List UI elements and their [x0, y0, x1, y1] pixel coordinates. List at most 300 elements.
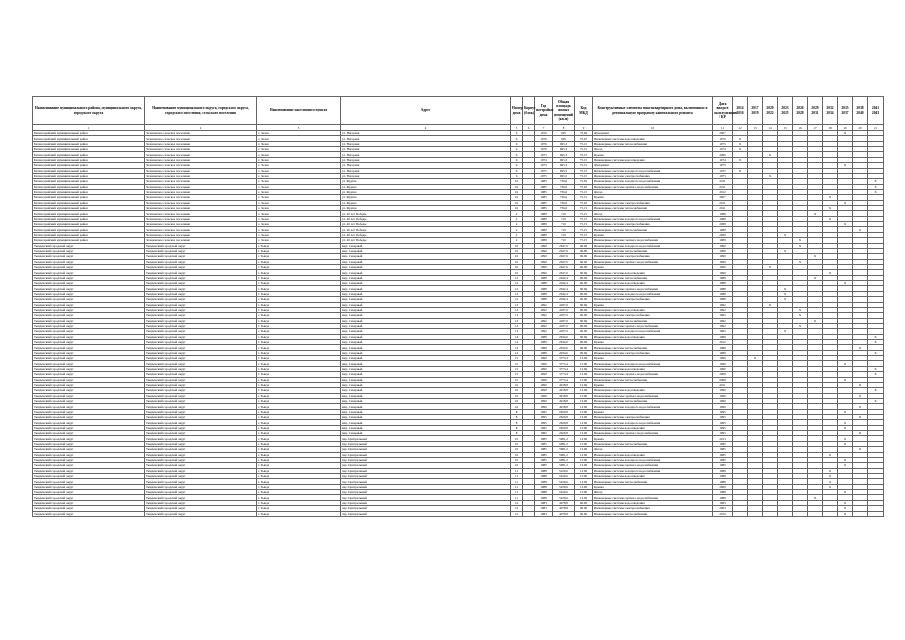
table-cell: мкр. Северный [341, 340, 511, 345]
table-cell: Инженерные системы электроснабжения [593, 200, 713, 205]
table-cell: X [838, 377, 853, 382]
table-cell: Инженерные системы теплоснабжения [593, 511, 713, 516]
table-cell: Крыша [593, 152, 713, 157]
table-cell: Тынденский городской округ [33, 318, 145, 323]
table-cell: Зеленовское сельское поселение [145, 184, 257, 189]
table-cell: Тынденский городской округ [145, 345, 257, 350]
table-cell: 1983 [713, 500, 733, 505]
table-cell: мкр. Северный [341, 286, 511, 291]
table-cell: 736,6 [553, 195, 575, 200]
table-cell: 2647,6 [553, 254, 575, 259]
table-cell: Инженерные системы холодного водоснабжения [593, 168, 713, 173]
table-cell: 1985 [713, 452, 733, 457]
table-cell: Зеленовское сельское поселение [145, 179, 257, 184]
table-cell: с. Зелен [257, 147, 341, 152]
table-cell: г. Тында [257, 248, 341, 253]
table-cell: Фасад [593, 189, 713, 194]
table-cell: 1985 [535, 189, 553, 194]
table-cell: 16 [511, 382, 523, 387]
table-cell: Крыша [593, 195, 713, 200]
table-cell: 1992 [713, 307, 733, 312]
table-cell: Тынденский городской округ [33, 254, 145, 259]
table-cell: 1992 [535, 307, 553, 312]
table-cell: 2013 [713, 436, 733, 441]
table-cell: Зеленовское сельское поселение [145, 152, 257, 157]
table-cell: 1992 [713, 318, 733, 323]
table-cell: Инженерные системы водоотведения [593, 474, 713, 479]
column-index: 1 [33, 125, 145, 131]
table-cell: г. Тында [257, 264, 341, 269]
table-cell: Инженерные системы теплоснабжения [593, 248, 713, 253]
table-cell [733, 511, 748, 516]
table-cell: г. Тында [257, 318, 341, 323]
table-cell: Тынденский городской округ [145, 270, 257, 275]
table-cell: мкр. Северный [341, 415, 511, 420]
table-cell [763, 511, 778, 516]
table-cell: Тынденский городской округ [33, 377, 145, 382]
table-cell: Инженерные системы теплоснабжения [593, 141, 713, 146]
table-cell: X [823, 216, 838, 221]
table-cell: X [823, 474, 838, 479]
table-cell: 10 [511, 243, 523, 248]
table-cell: 1989 [713, 350, 733, 355]
table-cell: 6 [511, 136, 523, 141]
table-cell: пер. Центральный [341, 500, 511, 505]
table-cell: 13.06 [575, 479, 593, 484]
table-cell: с. Зелен [257, 173, 341, 178]
column-header: Наименование муниципального округа, городского округа, городского поселения, сельского поселения [145, 97, 257, 125]
table-cell: X [808, 318, 823, 323]
table-cell: 1990 [713, 366, 733, 371]
table-cell: 1995 [713, 431, 733, 436]
table-cell: X [868, 366, 884, 371]
table-cell: 6 [511, 147, 523, 152]
table-cell: Тынденский городской округ [33, 441, 145, 446]
table-cell: 5229,6 [553, 468, 575, 473]
table-cell: X [838, 131, 853, 136]
table-cell: 2011 [713, 179, 733, 184]
table-cell: 2010 [713, 511, 733, 516]
table-cell: мкр. Северный [341, 302, 511, 307]
table-cell: 736,6 [553, 206, 575, 211]
table-cell: Тынденский городской округ [33, 307, 145, 312]
table-cell: ул. Нагорная [341, 136, 511, 141]
table-cell: 2009 [713, 232, 733, 237]
table-cell: 13 [511, 329, 523, 334]
table-cell: 13.06 [575, 361, 593, 366]
table-cell: 1989 [713, 216, 733, 221]
table-cell: Тынденский городской округ [145, 490, 257, 495]
table-cell: 2 [511, 211, 523, 216]
table-cell: с. Зелен [257, 206, 341, 211]
table-cell: Зеленовское сельское поселение [145, 189, 257, 194]
table-cell: 1975 [713, 141, 733, 146]
table-cell: Тынденский городской округ [145, 388, 257, 393]
table-cell: мкр. Северный [341, 350, 511, 355]
table-cell: 1990 [713, 398, 733, 403]
table-cell: Инженерные системы горячего водоснабжения [593, 372, 713, 377]
table-cell: 2647,6 [553, 248, 575, 253]
table-cell: с. Зелен [257, 141, 341, 146]
table-cell: пер. Центральный [341, 490, 511, 495]
table-cell: Тынденский городской округ [145, 243, 257, 248]
table-cell: 710 [553, 216, 575, 221]
table-cell: г. Тында [257, 463, 341, 468]
table-cell: 1988 [535, 468, 553, 473]
table-cell: 1988 [713, 286, 733, 291]
table-cell: мкр. Северный [341, 313, 511, 318]
table-cell: 12 [511, 506, 523, 511]
table-cell: 2647,6 [553, 259, 575, 264]
table-cell: 16 [511, 184, 523, 189]
table-cell: Инженерные системы горячего водоснабжения [593, 238, 713, 243]
table-cell: X [838, 500, 853, 505]
table-cell: 5229,6 [553, 490, 575, 495]
table-cell: X [868, 184, 884, 189]
table-cell: Зеленовское сельское поселение [145, 232, 257, 237]
table-cell: 75,15 [575, 227, 593, 232]
table-cell: X [868, 179, 884, 184]
column-header: 2035 2037 [838, 97, 853, 125]
table-cell: 5981,2 [553, 447, 575, 452]
table-cell: 1989 [535, 211, 553, 216]
table-cell: Инженерные системы холодного водоснабжения [593, 468, 713, 473]
table-cell: 1985 [535, 436, 553, 441]
table-cell: г. Тында [257, 468, 341, 473]
table-cell: 4187,6 [553, 329, 575, 334]
table-cell: 06.06 [575, 307, 593, 312]
table-cell: 1990 [713, 356, 733, 361]
table-cell: Тынденский городской округ [33, 302, 145, 307]
capital-repair-program-table [32, 96, 884, 517]
table-cell: 6 [511, 131, 523, 136]
table-cell: Тынденский городской округ [145, 420, 257, 425]
table-cell: 1989 [713, 211, 733, 216]
table-cell: 1975 [535, 173, 553, 178]
table-cell: Тынденский городской округ [145, 441, 257, 446]
table-cell: Тынденский городской округ [33, 495, 145, 500]
table-cell: г. Тында [257, 366, 341, 371]
table-cell: Зеленовское сельское поселение [145, 206, 257, 211]
table-cell: 1995 [713, 415, 733, 420]
table-cell: г. Тында [257, 270, 341, 275]
table-cell: Инженерные системы горячего водоснабжения [593, 259, 713, 264]
table-cell: Тынденский городской округ [145, 264, 257, 269]
table-cell: 75,65 [575, 179, 593, 184]
table-cell: Инженерные системы холодного водоснабжения [593, 291, 713, 296]
table-cell: 1990 [535, 248, 553, 253]
table-cell: X [868, 340, 884, 345]
table-cell: с. Зелен [257, 136, 341, 141]
table-cell: 10 [511, 259, 523, 264]
table-cell: 2647,6 [553, 243, 575, 248]
table-cell: г. Тында [257, 393, 341, 398]
table-cell: 13 [511, 302, 523, 307]
table-cell: 10 [511, 248, 523, 253]
table-cell: 2007 [713, 195, 733, 200]
table-cell: 5229,6 [553, 474, 575, 479]
table-cell: г. Тында [257, 356, 341, 361]
table-cell: X [853, 415, 868, 420]
table-cell: 06.06 [575, 264, 593, 269]
table-cell: 06.06 [575, 248, 593, 253]
table-cell: Крыша [593, 232, 713, 237]
table-cell: Тынденский городской округ [145, 366, 257, 371]
table-cell: 5981,2 [553, 452, 575, 457]
table-cell: ул. Нагорная [341, 163, 511, 168]
table-cell: 2629,8 [553, 420, 575, 425]
table-cell: 1985 [535, 463, 553, 468]
table-cell: 710 [553, 227, 575, 232]
table-cell: Инженерные системы водоотведения [593, 157, 713, 162]
table-cell: 2008 [713, 372, 733, 377]
table-cell: 12 [511, 275, 523, 280]
table-cell: 1985 [535, 447, 553, 452]
table-cell: 6 [511, 163, 523, 168]
table-cell: г. Тында [257, 479, 341, 484]
table-cell: г. Тында [257, 281, 341, 286]
table-cell: 1976 [535, 141, 553, 146]
table-cell: 1995 [535, 409, 553, 414]
column-header: 2014 2016 [733, 97, 748, 125]
table-cell [868, 511, 884, 516]
table-cell: 2008 [713, 222, 733, 227]
table-cell: X [778, 297, 793, 302]
table-cell: 695,3 [553, 163, 575, 168]
table-cell: Крыша [593, 436, 713, 441]
table-cell: Тынденский городской округ [33, 350, 145, 355]
table-cell: г. Тында [257, 286, 341, 291]
table-cell: 16 [511, 393, 523, 398]
table-cell [748, 511, 763, 516]
table-cell: 13.06 [575, 431, 593, 436]
table-cell: 6 [511, 168, 523, 173]
table-cell: Тынденский городской округ [33, 382, 145, 387]
table-cell: 13.06 [575, 468, 593, 473]
table-cell: 2012 [713, 189, 733, 194]
table-cell: Инженерные системы теплоснабжения [593, 318, 713, 323]
table-cell: 11 [511, 495, 523, 500]
table-cell: г. Тында [257, 447, 341, 452]
table-cell: 695,3 [553, 147, 575, 152]
column-header: 2032 2034 [823, 97, 838, 125]
table-cell: Тынденский городской округ [33, 468, 145, 473]
table-cell: Зеленовское сельское поселение [145, 238, 257, 243]
table-cell: г. Тында [257, 457, 341, 462]
table-cell: 2012 [713, 340, 733, 345]
table-cell: Тынденский городской округ [33, 281, 145, 286]
table-cell: Бахчисарайский муниципальный район [33, 216, 145, 221]
table-cell: 1990 [535, 377, 553, 382]
table-cell: с. Зелен [257, 163, 341, 168]
table-cell [778, 511, 793, 516]
table-cell: 3773,4 [553, 356, 575, 361]
table-cell: 12 [511, 297, 523, 302]
table-cell: 1989 [535, 227, 553, 232]
column-header: Код МКД [575, 97, 593, 125]
table-cell: 2008 [713, 484, 733, 489]
table-cell: Инженерные системы водоотведения [593, 452, 713, 457]
table-cell: Инженерные системы электроснабжения [593, 297, 713, 302]
table-cell: 695,3 [553, 141, 575, 146]
table-cell: 1990 [713, 243, 733, 248]
column-index: 15 [778, 125, 793, 131]
table-cell: X [823, 484, 838, 489]
table-cell: мкр. Северный [341, 388, 511, 393]
table-cell: Бахчисарайский муниципальный район [33, 157, 145, 162]
table-cell: г. Тында [257, 484, 341, 489]
table-cell: 1983 [535, 500, 553, 505]
table-cell: 16 [511, 206, 523, 211]
table-cell: мкр. Северный [341, 382, 511, 387]
table-cell: Тынденский городской округ [145, 500, 257, 505]
table-cell: г. Тында [257, 291, 341, 296]
table-cell: Тынденский городской округ [33, 275, 145, 280]
table-cell: 1988 [713, 479, 733, 484]
column-header: Адрес [341, 97, 511, 125]
table-cell: Инженерные системы холодного водоснабжения [593, 404, 713, 409]
table-cell: Тынденский городской округ [33, 345, 145, 350]
table-cell: Зеленовское сельское поселение [145, 200, 257, 205]
table-cell: X [793, 243, 808, 248]
table-cell: Тынденский городской округ [145, 463, 257, 468]
table-cell: Тынденский городской округ [33, 447, 145, 452]
table-cell: 1995 [713, 409, 733, 414]
table-cell: 1990 [535, 382, 553, 387]
table-cell: 06.06 [575, 511, 593, 516]
table-cell: 1992 [713, 313, 733, 318]
table-cell: 11 [511, 490, 523, 495]
table-cell: Тынденский городской округ [145, 404, 257, 409]
table-cell: пер. Центральный [341, 479, 511, 484]
table-cell: 13 [511, 323, 523, 328]
table-cell: мкр. Северный [341, 243, 511, 248]
table-cell: Фундамент [593, 131, 713, 136]
table-cell: 06.06 [575, 302, 593, 307]
table-cell: 2934,6 [553, 345, 575, 350]
table-cell: 06.06 [575, 286, 593, 291]
table-cell: Тынденский городской округ [145, 361, 257, 366]
table-cell: г. Тында [257, 409, 341, 414]
table-cell: 1989 [535, 340, 553, 345]
table-cell: 10 [511, 270, 523, 275]
table-cell: 2647,6 [553, 264, 575, 269]
table-cell: X [853, 382, 868, 387]
table-cell: X [838, 281, 853, 286]
table-cell: Инженерные системы водоотведения [593, 334, 713, 339]
table-cell: 75,15 [575, 206, 593, 211]
table-cell: г. Тында [257, 275, 341, 280]
table-cell: с. Зелен [257, 131, 341, 136]
table-cell: пер. Центральный [341, 474, 511, 479]
table-cell: г. Тында [257, 313, 341, 318]
table-cell: 1975 [713, 163, 733, 168]
table-cell: 2042,4 [553, 281, 575, 286]
table-cell: Зеленовское сельское поселение [145, 227, 257, 232]
table-cell: 1990 [535, 243, 553, 248]
table-cell: X [793, 259, 808, 264]
table-cell: 2003 [713, 506, 733, 511]
table-cell: 710 [553, 232, 575, 237]
table-cell: 2647,6 [553, 270, 575, 275]
table-cell: г. Тында [257, 506, 341, 511]
table-cell: 06.06 [575, 254, 593, 259]
table-cell: 5229,6 [553, 479, 575, 484]
table-cell: Инженерные системы водоотведения [593, 366, 713, 371]
column-header: 2017 2019 [748, 97, 763, 125]
table-cell: Инженерные системы водоотведения [593, 425, 713, 430]
table-cell: 2011 [713, 206, 733, 211]
table-cell: 4187,6 [553, 323, 575, 328]
table-cell: X [733, 136, 748, 141]
column-index: 11 [713, 125, 733, 131]
table-cell: 1976 [535, 136, 553, 141]
table-cell: Тынденский городской округ [145, 281, 257, 286]
table-cell: 13.06 [575, 393, 593, 398]
table-cell: 13.06 [575, 463, 593, 468]
table-cell: 06.06 [575, 281, 593, 286]
table-cell: X [778, 329, 793, 334]
table-cell: Тынденский городской округ [33, 484, 145, 489]
table-cell: мкр. Северный [341, 398, 511, 403]
table-cell: 13.06 [575, 425, 593, 430]
table-cell: 2629,8 [553, 431, 575, 436]
table-cell: 1992 [535, 329, 553, 334]
table-cell: 2011 [713, 382, 733, 387]
table-cell: г. Тында [257, 382, 341, 387]
table-cell: Тынденский городской округ [33, 500, 145, 505]
table-cell: 1975 [535, 168, 553, 173]
table-cell: 1990 [535, 361, 553, 366]
table-cell: 5981,2 [553, 457, 575, 462]
table-cell: 1990 [535, 270, 553, 275]
table-cell: 1992 [713, 329, 733, 334]
table-cell: мкр. Северный [341, 356, 511, 361]
table-cell [853, 511, 868, 516]
table-cell: 1975 [535, 163, 553, 168]
table-cell: с. Зелен [257, 211, 341, 216]
table-cell: мкр. Северный [341, 248, 511, 253]
table-cell: Бахчисарайский муниципальный район [33, 147, 145, 152]
table-cell: пер. Центральный [341, 495, 511, 500]
table-cell: 1989 [535, 345, 553, 350]
table-cell: 1990 [713, 388, 733, 393]
table-cell: 06.06 [575, 275, 593, 280]
table-cell: X [763, 302, 778, 307]
table-cell: Тынденский городской округ [33, 243, 145, 248]
table-cell: Инженерные системы холодного водоснабжения [593, 179, 713, 184]
table-cell: X [838, 420, 853, 425]
table-cell: 14 [511, 345, 523, 350]
table-cell: Тынденский городской округ [33, 398, 145, 403]
column-index: 2 [145, 125, 257, 131]
table-cell: мкр. Северный [341, 264, 511, 269]
table-cell: 2 [511, 232, 523, 237]
table-cell: 10 [511, 264, 523, 269]
column-header: 2023 2025 [778, 97, 793, 125]
column-index: 13 [748, 125, 763, 131]
table-cell: Инженерные системы холодного водоснабжения [593, 361, 713, 366]
table-cell: X [853, 393, 868, 398]
table-cell: мкр. Северный [341, 307, 511, 312]
table-cell: Тынденский городской округ [145, 377, 257, 382]
table-cell: мкр. Северный [341, 420, 511, 425]
table-cell: Инженерные системы теплоснабжения [593, 275, 713, 280]
table-cell: ул. Нагорная [341, 168, 511, 173]
table-cell: X [793, 313, 808, 318]
table-cell: ул. 40 лет Победы [341, 227, 511, 232]
table-cell: Тынденский городской округ [145, 479, 257, 484]
